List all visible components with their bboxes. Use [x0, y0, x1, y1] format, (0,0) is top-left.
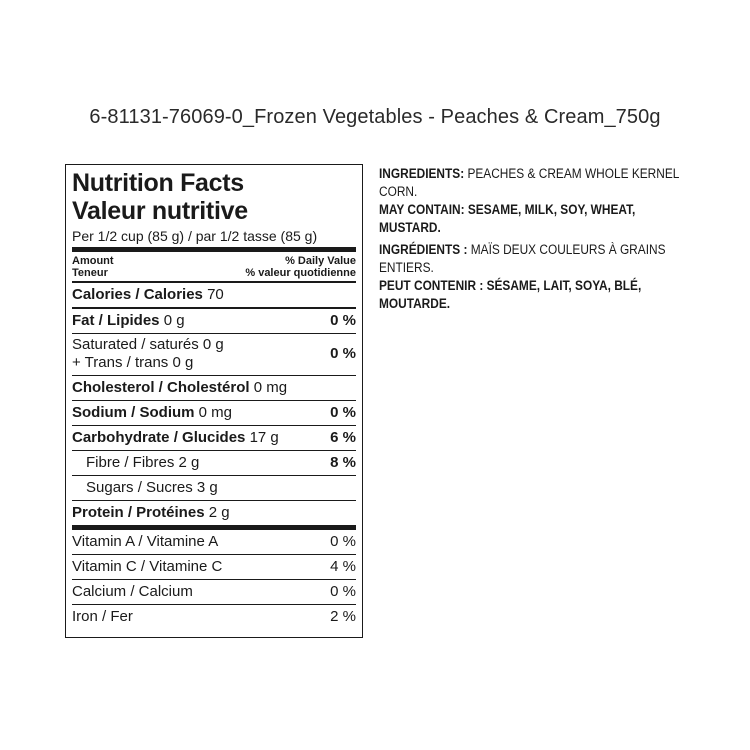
- nutrition-heading-fr: Valeur nutritive: [72, 197, 248, 225]
- vitamin-percent: 2 %: [330, 608, 356, 625]
- carbohydrate-percent: 6 %: [330, 429, 356, 446]
- fibre-text: Fibre / Fibres 2 g: [86, 454, 200, 471]
- ingredients-fr-label: INGRÉDIENTS :: [379, 242, 468, 257]
- sodium-percent: 0 %: [330, 404, 356, 421]
- vitamin-row: [72, 605, 356, 629]
- carbohydrate-row: [72, 426, 356, 450]
- daily-value-label-fr: % valeur quotidienne: [245, 267, 356, 279]
- vitamin-label: Vitamin A / Vitamine A: [72, 533, 219, 550]
- cholesterol-value: 0 mg: [253, 379, 288, 396]
- calories-label: Calories / Calories: [72, 286, 203, 303]
- sodium-row: [72, 401, 356, 425]
- vitamin-percent: 0 %: [330, 533, 356, 550]
- sugars-text: Sugars / Sucres 3 g: [86, 479, 218, 496]
- ingredients-en-text: PEACHES & CREAM WHOLE KERNEL CORN.: [379, 166, 679, 199]
- trans-text: + Trans / trans 0 g: [72, 354, 194, 371]
- nutrition-heading: [72, 169, 356, 225]
- vitamin-percent: 0 %: [330, 583, 356, 600]
- fat-percent: 0 %: [330, 312, 356, 329]
- saturated-trans-row: [72, 334, 356, 375]
- saturated-trans-percent: 0 %: [330, 345, 356, 362]
- calories-value: 70: [207, 286, 224, 303]
- fibre-row: [72, 451, 356, 475]
- saturated-text: Saturated / saturés 0 g: [72, 336, 224, 353]
- cholesterol-row: [72, 376, 356, 400]
- ingredients-en-label: INGREDIENTS:: [379, 166, 465, 181]
- fat-value: 0 g: [163, 312, 185, 329]
- product-title: 6-81131-76069-0_Frozen Vegetables - Peaches & Cream_750g: [89, 106, 661, 128]
- ingredients-en: [379, 165, 689, 201]
- vitamin-row: [72, 580, 356, 604]
- daily-value-label-en: % Daily Value: [285, 255, 356, 267]
- nutrition-facts-table: [65, 164, 363, 638]
- carbohydrate-label: Carbohydrate / Glucides: [72, 429, 246, 446]
- vitamin-label: Iron / Fer: [72, 608, 133, 625]
- column-header: [72, 252, 356, 281]
- protein-row: [72, 501, 356, 525]
- may-contain-en: MAY CONTAIN: SESAME, MILK, SOY, WHEAT, MUSTARD.: [379, 202, 636, 235]
- sugars-row: [72, 476, 356, 500]
- vitamin-label: Calcium / Calcium: [72, 583, 193, 600]
- amount-label-en: Amount: [72, 255, 114, 267]
- ingredients-fr: [379, 241, 689, 277]
- vitamin-label: Vitamin C / Vitamine C: [72, 558, 223, 575]
- protein-value: 2 g: [208, 504, 230, 521]
- vitamin-row: [72, 555, 356, 579]
- may-contain-fr: PEUT CONTENIR : SÉSAME, LAIT, SOYA, BLÉ, MOUTARDE.: [379, 278, 642, 311]
- vitamin-percent: 4 %: [330, 558, 356, 575]
- vitamin-row: [72, 530, 356, 554]
- sodium-value: 0 mg: [198, 404, 233, 421]
- fat-label: Fat / Lipides: [72, 312, 160, 329]
- carbohydrate-value: 17 g: [249, 429, 279, 446]
- sodium-label: Sodium / Sodium: [72, 404, 195, 421]
- cholesterol-label: Cholesterol / Cholestérol: [72, 379, 250, 396]
- fibre-percent: 8 %: [330, 454, 356, 471]
- fat-row: [72, 309, 356, 333]
- protein-label: Protein / Protéines: [72, 504, 205, 521]
- serving-size: Per 1/2 cup (85 g) / par 1/2 tasse (85 g): [72, 228, 318, 244]
- ingredients-fr-text: MAÏS DEUX COULEURS À GRAINS ENTIERS.: [379, 242, 666, 275]
- nutrition-heading-en: Nutrition Facts: [72, 169, 244, 197]
- ingredients-block: [379, 165, 689, 313]
- amount-label-fr: Teneur: [72, 267, 108, 279]
- calories-row: [72, 283, 356, 307]
